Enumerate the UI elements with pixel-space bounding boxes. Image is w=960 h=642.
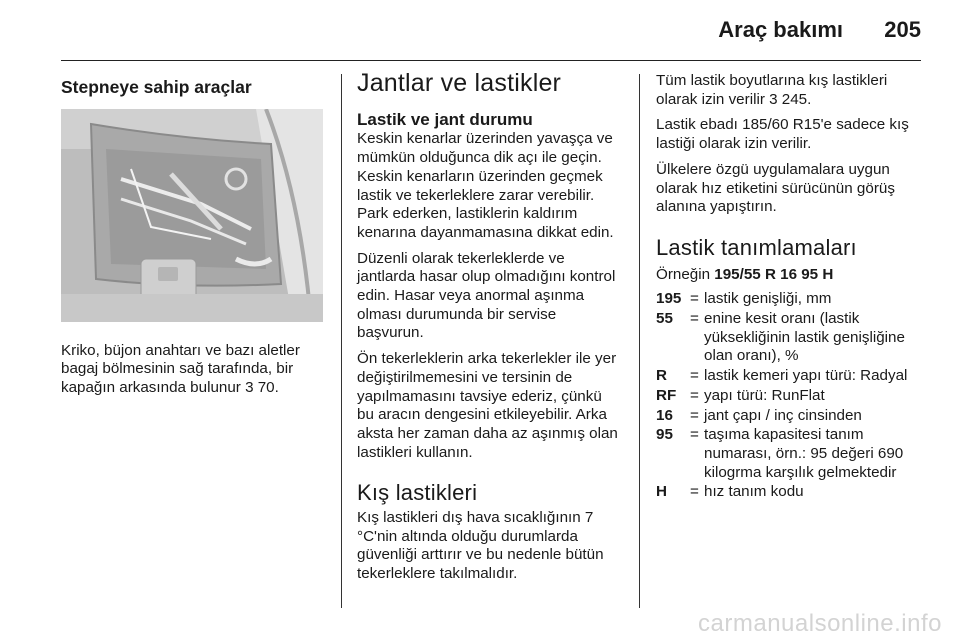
page-header xyxy=(61,0,921,62)
definition-equals: = xyxy=(690,367,699,385)
example-code: 195/55 R 16 95 H xyxy=(714,265,834,283)
definition-value: hız tanım kodu xyxy=(704,483,804,501)
example-prefix: Örneğin xyxy=(656,265,715,283)
definition-equals: = xyxy=(690,310,699,328)
column-divider-2 xyxy=(639,74,640,608)
definition-key: H xyxy=(656,483,667,501)
paragraph: Ön tekerleklerin arka tekerlekler ile yer değiştirilmemesini ve tersinin de yapılmamasını tavsiye ederiz, çünkü bu aracın dengesini etkileyebilir. Arka aksta her zaman daha az aşınmış olan lastikleri kullanın. xyxy=(357,350,618,461)
definition-key: 95 xyxy=(656,426,673,444)
paragraph: Ülkelere özgü uygulamalara uygun olarak hız etiketini sürücünün görüş alanına yapıştırın. xyxy=(656,160,895,216)
definition-row xyxy=(656,310,924,366)
paragraph: Lastik ebadı 185/60 R15'e sadece kış lastiği olarak izin verilir. xyxy=(656,116,909,153)
section-title-wheels-tyres: Jantlar ve lastikler xyxy=(357,69,562,97)
definition-value: jant çapı / inç cinsinden xyxy=(704,406,862,424)
column-3 xyxy=(656,72,924,503)
paragraph: Kış lastikleri dış hava sıcaklığının 7 °C'nin altında olduğu durumlarda güvenliği arttırır ve bu nedenle bütün tekerleklere takılmalıdır. xyxy=(357,509,604,583)
definition-equals: = xyxy=(690,426,699,444)
definition-equals: = xyxy=(690,483,699,501)
definition-equals: = xyxy=(690,406,699,424)
paragraph: Keskin kenarlar üzerinden yavaşça ve mümkün olduğunca dik açı ile geçin. Keskin kenarların üzerinden geçmek lastik ve tekerleklere zarar verebilir. Park ederken, lastiklerin kaldırım kenarına dayanmamasına dikkat edin. xyxy=(357,130,614,241)
definition-row xyxy=(656,407,924,426)
column-1 xyxy=(61,72,326,405)
page-title: Araç bakımı xyxy=(718,17,843,42)
header-rule xyxy=(61,60,921,61)
definition-key: R xyxy=(656,367,667,385)
subheading-tyre-condition: Lastik ve jant durumu xyxy=(357,109,533,129)
definition-key: 195 xyxy=(656,290,682,308)
column-divider-1 xyxy=(341,74,342,608)
trunk-tools-photo xyxy=(61,109,323,322)
definition-value: lastik genişliği, mm xyxy=(704,290,832,308)
definition-value: enine kesit oranı (lastik yüksekliğinin lastik genişliğine olan oranı), % xyxy=(704,310,905,365)
definition-value: taşıma kapasitesi tanım numarası, örn.: 95 değeri 690 kilogrma karşılık gelmektedir xyxy=(704,426,904,481)
definition-row xyxy=(656,387,924,406)
paragraph: Tüm lastik boyutlarına kış lastikleri olarak izin verilir 3 245. xyxy=(656,72,888,108)
definition-row xyxy=(656,426,924,482)
definition-key: 55 xyxy=(656,310,673,328)
subheading-tyre-designations: Lastik tanımlamaları xyxy=(656,234,857,260)
definition-key: RF xyxy=(656,386,677,404)
column-2 xyxy=(357,69,622,591)
subheading-winter-tyres: Kış lastikleri xyxy=(357,480,478,506)
page-number: 205 xyxy=(884,17,921,42)
definition-row xyxy=(656,367,924,386)
definition-row xyxy=(656,290,924,309)
paragraph: Düzenli olarak tekerleklerde ve jantlarda hasar olup olmadığını kontrol edin. Hasar veya anormal aşınma olması durumunda bir servise başvurun. xyxy=(357,249,616,342)
definition-key: 16 xyxy=(656,406,673,424)
definition-equals: = xyxy=(690,290,699,308)
example-line xyxy=(656,266,924,285)
definition-value: lastik kemeri yapı türü: Radyal xyxy=(704,367,908,385)
definition-equals: = xyxy=(690,386,699,404)
watermark: carmanualsonline.info xyxy=(698,610,942,637)
section-heading-spare-wheel: Stepneye sahip araçlar xyxy=(61,77,252,97)
definition-list xyxy=(656,290,924,502)
definition-value: yapı türü: RunFlat xyxy=(704,386,825,404)
definition-row xyxy=(656,483,924,502)
photo-caption: Kriko, büjon anahtarı ve bazı aletler bagaj bölmesinin sağ tarafında, bir kapağın arkasında bulunur 3 70. xyxy=(61,341,300,397)
